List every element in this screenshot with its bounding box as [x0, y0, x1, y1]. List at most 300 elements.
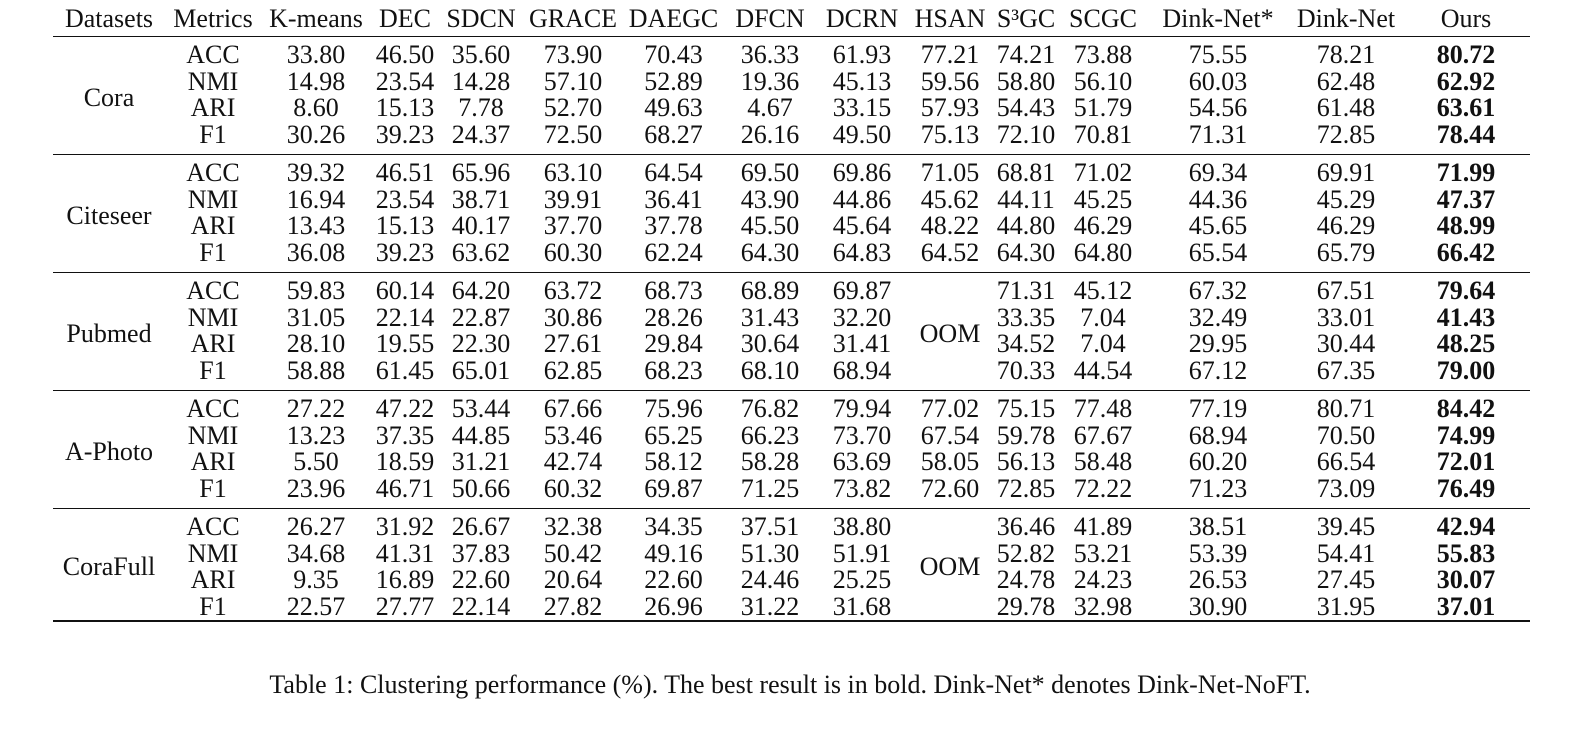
- value-cell: 13.23: [286, 420, 346, 450]
- value-cell: 58.05: [920, 447, 980, 477]
- value-cell: 4.67: [747, 93, 793, 123]
- value-cell: 28.10: [286, 329, 346, 359]
- value-cell: 29.84: [644, 329, 703, 359]
- value-cell: 27.77: [375, 591, 435, 621]
- value-cell: 68.10: [740, 355, 800, 385]
- value-cell: 33.01: [1316, 302, 1376, 332]
- value-cell: 77.02: [920, 394, 980, 424]
- value-cell: 70.81: [1073, 119, 1133, 149]
- best-value-cell: 47.37: [1436, 184, 1496, 214]
- table-row: [53, 449, 1530, 476]
- value-cell: 68.94: [1188, 420, 1248, 450]
- value-cell: 62.48: [1316, 66, 1376, 96]
- value-cell: 75.13: [920, 119, 980, 149]
- dataset-name: A-Photo: [64, 437, 154, 466]
- value-cell: 68.23: [644, 355, 703, 385]
- value-cell: 69.50: [740, 158, 800, 188]
- value-cell: 38.51: [1188, 512, 1248, 542]
- value-cell: 37.51: [740, 512, 800, 542]
- value-cell: 41.31: [375, 538, 435, 568]
- value-cell: 52.70: [543, 93, 603, 123]
- value-cell: 60.32: [543, 473, 603, 503]
- value-cell: 60.30: [543, 237, 603, 267]
- value-cell: 59.78: [996, 420, 1056, 450]
- column-header: SCGC: [1069, 4, 1137, 33]
- value-cell: 32.20: [832, 302, 892, 332]
- oom-cell: OOM: [919, 552, 981, 581]
- value-cell: 72.60: [920, 473, 980, 503]
- value-cell: 67.67: [1073, 420, 1133, 450]
- value-cell: 40.17: [451, 211, 511, 241]
- value-cell: 46.29: [1316, 211, 1376, 241]
- value-cell: 32.38: [543, 512, 603, 542]
- value-cell: 72.10: [996, 119, 1056, 149]
- best-value-cell: 78.44: [1436, 119, 1496, 149]
- best-value-cell: 74.99: [1436, 420, 1496, 450]
- value-cell: 18.59: [375, 447, 435, 477]
- table-row: [53, 187, 1530, 214]
- value-cell: 64.52: [920, 237, 980, 267]
- dataset-name: CoraFull: [62, 552, 156, 581]
- value-cell: 62.24: [644, 237, 703, 267]
- value-cell: 51.79: [1073, 93, 1133, 123]
- metric-label: ACC: [186, 512, 240, 542]
- column-header: Ours: [1440, 4, 1492, 33]
- value-cell: 73.70: [832, 420, 892, 450]
- value-cell: 77.48: [1073, 394, 1133, 424]
- value-cell: 67.12: [1188, 355, 1248, 385]
- best-value-cell: 79.00: [1436, 355, 1496, 385]
- value-cell: 71.31: [996, 276, 1056, 306]
- table-row: [53, 273, 1530, 305]
- value-cell: 22.60: [644, 565, 703, 595]
- value-cell: 56.13: [996, 447, 1056, 477]
- value-cell: 22.57: [286, 591, 346, 621]
- value-cell: 67.51: [1316, 276, 1376, 306]
- table-row: [53, 423, 1530, 450]
- value-cell: 5.50: [293, 447, 339, 477]
- value-cell: 36.46: [996, 512, 1056, 542]
- value-cell: 27.82: [543, 591, 603, 621]
- value-cell: 80.71: [1316, 394, 1376, 424]
- value-cell: 44.11: [997, 184, 1055, 214]
- value-cell: 37.83: [451, 538, 511, 568]
- value-cell: 57.93: [920, 93, 980, 123]
- value-cell: 60.20: [1188, 447, 1248, 477]
- value-cell: 24.46: [740, 565, 800, 595]
- value-cell: 33.35: [996, 302, 1056, 332]
- value-cell: 67.32: [1188, 276, 1248, 306]
- value-cell: 30.90: [1188, 591, 1248, 621]
- value-cell: 44.54: [1073, 355, 1133, 385]
- value-cell: 31.22: [740, 591, 800, 621]
- table-header: [53, 0, 1530, 37]
- value-cell: 52.89: [644, 66, 703, 96]
- value-cell: 24.37: [451, 119, 511, 149]
- value-cell: 69.87: [644, 473, 703, 503]
- value-cell: 51.30: [740, 538, 800, 568]
- value-cell: 7.04: [1080, 302, 1126, 332]
- column-header: K-means: [269, 4, 363, 33]
- value-cell: 44.86: [832, 184, 892, 214]
- table-row: [53, 155, 1530, 187]
- value-cell: 46.29: [1073, 211, 1133, 241]
- best-value-cell: 37.01: [1436, 591, 1496, 621]
- dataset-name: Cora: [83, 83, 135, 112]
- column-header: HSAN: [914, 4, 986, 33]
- value-cell: 31.92: [375, 512, 435, 542]
- value-cell: 36.41: [644, 184, 703, 214]
- best-value-cell: 42.94: [1436, 512, 1496, 542]
- value-cell: 50.66: [451, 473, 511, 503]
- value-cell: 25.25: [832, 565, 892, 595]
- table-row: [53, 541, 1530, 568]
- value-cell: 22.87: [451, 302, 511, 332]
- metric-label: ARI: [190, 447, 236, 477]
- value-cell: 71.23: [1188, 473, 1248, 503]
- metric-label: F1: [199, 237, 227, 267]
- value-cell: 72.85: [1316, 119, 1376, 149]
- value-cell: 31.43: [740, 302, 800, 332]
- value-cell: 70.43: [644, 40, 703, 70]
- value-cell: 65.96: [451, 158, 511, 188]
- best-value-cell: 30.07: [1436, 565, 1496, 595]
- value-cell: 72.50: [543, 119, 603, 149]
- value-cell: 16.94: [286, 184, 346, 214]
- value-cell: 69.86: [832, 158, 892, 188]
- value-cell: 64.80: [1073, 237, 1133, 267]
- value-cell: 44.36: [1188, 184, 1248, 214]
- metric-label: F1: [199, 473, 227, 503]
- value-cell: 19.55: [375, 329, 435, 359]
- value-cell: 50.42: [543, 538, 603, 568]
- column-header: Metrics: [173, 4, 253, 33]
- value-cell: 22.60: [451, 565, 511, 595]
- best-value-cell: 62.92: [1436, 66, 1496, 96]
- value-cell: 45.50: [740, 211, 800, 241]
- value-cell: 72.85: [996, 473, 1056, 503]
- metric-label: F1: [199, 119, 227, 149]
- value-cell: 45.29: [1316, 184, 1376, 214]
- value-cell: 75.55: [1188, 40, 1248, 70]
- table-row: [53, 567, 1530, 594]
- value-cell: 34.35: [644, 512, 703, 542]
- best-value-cell: 76.49: [1436, 473, 1496, 503]
- value-cell: 39.91: [543, 184, 603, 214]
- value-cell: 71.25: [740, 473, 800, 503]
- metric-label: ARI: [190, 211, 236, 241]
- value-cell: 64.54: [644, 158, 703, 188]
- results-table: [53, 0, 1530, 622]
- value-cell: 64.83: [832, 237, 892, 267]
- value-cell: 68.94: [832, 355, 892, 385]
- column-header: Dink-Net*: [1162, 4, 1274, 33]
- metric-label: ACC: [186, 40, 240, 70]
- table-row: [53, 95, 1530, 122]
- best-value-cell: 48.25: [1436, 329, 1496, 359]
- dataset-name: Pubmed: [66, 319, 152, 348]
- metric-label: NMI: [187, 184, 239, 214]
- value-cell: 61.45: [375, 355, 435, 385]
- value-cell: 31.68: [832, 591, 892, 621]
- best-value-cell: 55.83: [1436, 538, 1496, 568]
- value-cell: 31.41: [832, 329, 892, 359]
- value-cell: 38.71: [451, 184, 511, 214]
- value-cell: 49.63: [644, 93, 703, 123]
- value-cell: 48.22: [920, 211, 980, 241]
- value-cell: 32.98: [1073, 591, 1133, 621]
- value-cell: 61.93: [832, 40, 892, 70]
- column-header: S³GC: [996, 4, 1056, 33]
- table-row: [53, 69, 1530, 96]
- best-value-cell: 72.01: [1436, 447, 1496, 477]
- value-cell: 43.90: [740, 184, 800, 214]
- value-cell: 66.23: [740, 420, 800, 450]
- oom-cell: OOM: [919, 319, 981, 348]
- column-header: Dink-Net: [1296, 4, 1396, 33]
- value-cell: 15.13: [375, 93, 435, 123]
- value-cell: 69.87: [832, 276, 892, 306]
- table-row: [53, 476, 1530, 509]
- value-cell: 63.69: [832, 447, 892, 477]
- value-cell: 68.81: [996, 158, 1056, 188]
- value-cell: 33.80: [286, 40, 346, 70]
- metric-label: ARI: [190, 93, 236, 123]
- value-cell: 60.14: [375, 276, 435, 306]
- value-cell: 58.12: [644, 447, 703, 477]
- value-cell: 15.13: [375, 211, 435, 241]
- value-cell: 46.71: [375, 473, 435, 503]
- value-cell: 72.22: [1073, 473, 1133, 503]
- table-row: [53, 331, 1530, 358]
- metric-label: NMI: [187, 538, 239, 568]
- table-row: [53, 305, 1530, 332]
- value-cell: 71.02: [1073, 158, 1133, 188]
- value-cell: 28.26: [644, 302, 703, 332]
- value-cell: 26.67: [451, 512, 511, 542]
- best-value-cell: 63.61: [1436, 93, 1496, 123]
- value-cell: 34.68: [286, 538, 346, 568]
- value-cell: 63.10: [543, 158, 603, 188]
- value-cell: 26.27: [286, 512, 346, 542]
- value-cell: 68.89: [740, 276, 800, 306]
- table-row: [53, 240, 1530, 273]
- value-cell: 68.73: [644, 276, 703, 306]
- value-cell: 61.48: [1316, 93, 1376, 123]
- value-cell: 29.95: [1188, 329, 1248, 359]
- value-cell: 33.15: [832, 93, 892, 123]
- value-cell: 47.22: [375, 394, 435, 424]
- value-cell: 30.44: [1316, 329, 1376, 359]
- value-cell: 67.66: [543, 394, 603, 424]
- value-cell: 39.23: [375, 119, 435, 149]
- column-header: DAEGC: [628, 4, 719, 33]
- value-cell: 58.88: [286, 355, 346, 385]
- value-cell: 41.89: [1073, 512, 1133, 542]
- value-cell: 39.23: [375, 237, 435, 267]
- value-cell: 54.56: [1188, 93, 1248, 123]
- value-cell: 14.28: [451, 66, 511, 96]
- column-header: GRACE: [528, 4, 618, 33]
- value-cell: 31.21: [451, 447, 511, 477]
- value-cell: 23.54: [375, 66, 435, 96]
- value-cell: 26.96: [644, 591, 703, 621]
- best-value-cell: 84.42: [1436, 394, 1496, 424]
- best-value-cell: 71.99: [1436, 158, 1496, 188]
- value-cell: 67.35: [1316, 355, 1376, 385]
- value-cell: 34.52: [996, 329, 1056, 359]
- value-cell: 26.53: [1188, 565, 1248, 595]
- value-cell: 75.15: [996, 394, 1056, 424]
- best-value-cell: 48.99: [1436, 211, 1496, 241]
- value-cell: 36.08: [286, 237, 346, 267]
- value-cell: 58.80: [996, 66, 1056, 96]
- value-cell: 23.96: [286, 473, 346, 503]
- column-header: Datasets: [64, 4, 154, 33]
- value-cell: 13.43: [286, 211, 346, 241]
- table-row: [53, 594, 1530, 622]
- value-cell: 57.10: [543, 66, 603, 96]
- metric-label: ACC: [186, 158, 240, 188]
- value-cell: 53.46: [543, 420, 603, 450]
- value-cell: 39.32: [286, 158, 346, 188]
- value-cell: 32.49: [1188, 302, 1248, 332]
- value-cell: 71.05: [920, 158, 980, 188]
- value-cell: 31.05: [286, 302, 346, 332]
- value-cell: 75.96: [644, 394, 703, 424]
- value-cell: 22.30: [451, 329, 511, 359]
- value-cell: 45.64: [832, 211, 892, 241]
- value-cell: 27.45: [1316, 565, 1376, 595]
- value-cell: 73.88: [1073, 40, 1133, 70]
- table-row: [53, 37, 1530, 69]
- value-cell: 27.22: [286, 394, 346, 424]
- value-cell: 30.64: [740, 329, 800, 359]
- value-cell: 68.27: [644, 119, 703, 149]
- value-cell: 14.98: [286, 66, 346, 96]
- value-cell: 70.50: [1316, 420, 1376, 450]
- column-header: DEC: [379, 4, 431, 33]
- value-cell: 58.48: [1073, 447, 1133, 477]
- table-row: [53, 358, 1530, 391]
- value-cell: 74.21: [996, 40, 1056, 70]
- value-cell: 30.86: [543, 302, 603, 332]
- table-row: [53, 391, 1530, 423]
- table-body: [53, 37, 1530, 622]
- value-cell: 20.64: [543, 565, 603, 595]
- value-cell: 45.13: [832, 66, 892, 96]
- value-cell: 79.94: [832, 394, 892, 424]
- metric-label: NMI: [187, 420, 239, 450]
- value-cell: 60.03: [1188, 66, 1248, 96]
- value-cell: 7.78: [458, 93, 504, 123]
- metric-label: F1: [199, 591, 227, 621]
- value-cell: 53.21: [1073, 538, 1133, 568]
- value-cell: 77.19: [1188, 394, 1248, 424]
- value-cell: 53.44: [451, 394, 511, 424]
- value-cell: 46.50: [375, 40, 435, 70]
- value-cell: 70.33: [996, 355, 1056, 385]
- value-cell: 37.78: [644, 211, 703, 241]
- value-cell: 77.21: [920, 40, 980, 70]
- value-cell: 46.51: [375, 158, 435, 188]
- value-cell: 78.21: [1316, 40, 1376, 70]
- value-cell: 24.78: [996, 565, 1056, 595]
- value-cell: 37.70: [543, 211, 603, 241]
- metric-label: ACC: [186, 394, 240, 424]
- column-header: DCRN: [825, 4, 899, 33]
- value-cell: 73.82: [832, 473, 892, 503]
- value-cell: 69.34: [1188, 158, 1248, 188]
- column-header: DFCN: [735, 4, 805, 33]
- value-cell: 69.91: [1316, 158, 1376, 188]
- table-row: [53, 122, 1530, 155]
- value-cell: 27.61: [543, 329, 603, 359]
- value-cell: 53.39: [1188, 538, 1248, 568]
- value-cell: 24.23: [1073, 565, 1133, 595]
- table-row: [53, 213, 1530, 240]
- value-cell: 73.09: [1316, 473, 1376, 503]
- value-cell: 38.80: [832, 512, 892, 542]
- value-cell: 26.16: [740, 119, 800, 149]
- metric-label: NMI: [187, 302, 239, 332]
- value-cell: 63.62: [451, 237, 511, 267]
- value-cell: 63.72: [543, 276, 603, 306]
- value-cell: 52.82: [996, 538, 1056, 568]
- metric-label: F1: [199, 355, 227, 385]
- table-caption: Table 1: Clustering performance (%). The best result is in bold. Dink-Net* denotes Dink-Net-NoFT.: [269, 670, 1311, 699]
- value-cell: 65.54: [1188, 237, 1248, 267]
- value-cell: 45.62: [920, 184, 980, 214]
- value-cell: 62.85: [543, 355, 603, 385]
- value-cell: 65.25: [644, 420, 703, 450]
- value-cell: 58.28: [740, 447, 800, 477]
- value-cell: 65.79: [1316, 237, 1376, 267]
- value-cell: 7.04: [1080, 329, 1126, 359]
- column-header: SDCN: [446, 4, 516, 33]
- value-cell: 37.35: [375, 420, 435, 450]
- best-value-cell: 41.43: [1436, 302, 1496, 332]
- value-cell: 16.89: [375, 565, 435, 595]
- value-cell: 64.30: [996, 237, 1056, 267]
- value-cell: 9.35: [293, 565, 339, 595]
- value-cell: 67.54: [920, 420, 980, 450]
- value-cell: 59.83: [286, 276, 346, 306]
- value-cell: 44.85: [451, 420, 511, 450]
- value-cell: 64.30: [740, 237, 800, 267]
- value-cell: 45.12: [1073, 276, 1133, 306]
- value-cell: 23.54: [375, 184, 435, 214]
- value-cell: 51.91: [832, 538, 892, 568]
- metric-label: ARI: [190, 565, 236, 595]
- value-cell: 59.56: [920, 66, 980, 96]
- value-cell: 22.14: [451, 591, 511, 621]
- best-value-cell: 66.42: [1436, 237, 1496, 267]
- value-cell: 71.31: [1188, 119, 1248, 149]
- value-cell: 36.33: [740, 40, 800, 70]
- metric-label: ARI: [190, 329, 236, 359]
- dataset-name: Citeseer: [66, 201, 152, 230]
- value-cell: 42.74: [543, 447, 603, 477]
- value-cell: 35.60: [451, 40, 511, 70]
- value-cell: 8.60: [293, 93, 339, 123]
- value-cell: 54.41: [1316, 538, 1376, 568]
- value-cell: 76.82: [740, 394, 800, 424]
- metric-label: NMI: [187, 66, 239, 96]
- value-cell: 29.78: [996, 591, 1056, 621]
- value-cell: 45.65: [1188, 211, 1248, 241]
- table-row: [53, 509, 1530, 541]
